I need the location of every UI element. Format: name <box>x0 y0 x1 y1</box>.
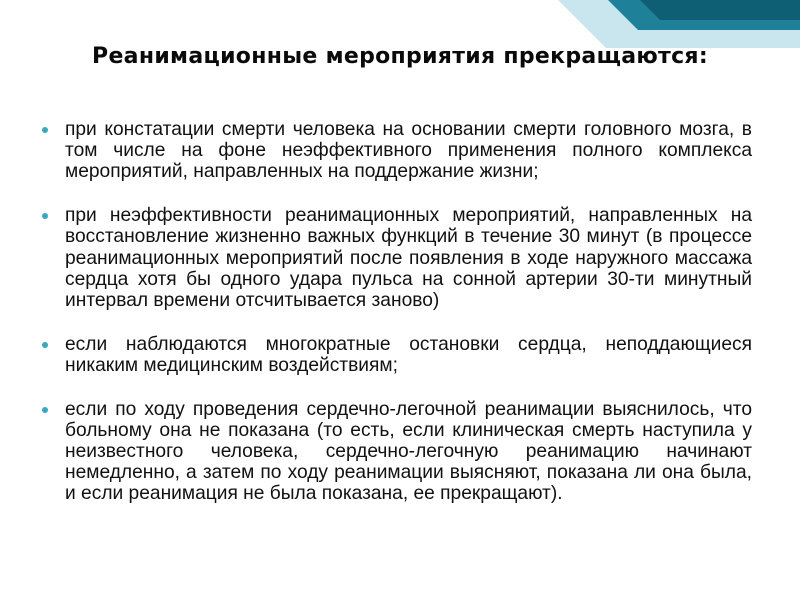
bullet-list <box>42 119 752 505</box>
banner-dark-stripe <box>640 0 800 20</box>
bullet-dot-icon <box>42 213 48 219</box>
bullet-dot-icon <box>42 127 48 133</box>
slide-title: Реанимационные мероприятия прекращаются: <box>92 44 708 69</box>
list-item <box>42 399 752 505</box>
list-item <box>42 119 752 183</box>
corner-banner-decoration <box>500 0 800 48</box>
list-item <box>42 205 752 311</box>
bullet-text: если наблюдаются многократные остановки сердца, неподдающиеся никаким медицинским воздействиям; <box>65 333 752 376</box>
bullet-text: при констатации смерти человека на основании смерти головного мозга, в том числе на фоне неэффективного применения полного комплекса мероприятий, направленных на поддержание жизни; <box>65 119 752 183</box>
bullet-text: при неэффективности реанимационных мероприятий, направленных на восстановление жизненно важных функций в течение 30 минут (в процессе реанимационных мероприятий после появления в ходе наружного массажа сердца хотя бы одного удара пульса на сонной артерии 30-ти минутный интервал времени отсчитывается заново) <box>65 205 752 311</box>
bullet-dot-icon <box>42 342 48 348</box>
bullet-text: если по ходу проведения сердечно-легочной реанимации выяснилось, что больному она не показана (то есть, если клиническая смерть наступила у неизвестного человека, сердечно-легочную реанимацию начинают немедленно, а затем по ходу реанимации выясняют, показана ли она была, и если реанимация не была показана, ее прекращают). <box>65 398 752 505</box>
list-item <box>42 334 752 376</box>
bullet-dot-icon <box>42 407 48 413</box>
